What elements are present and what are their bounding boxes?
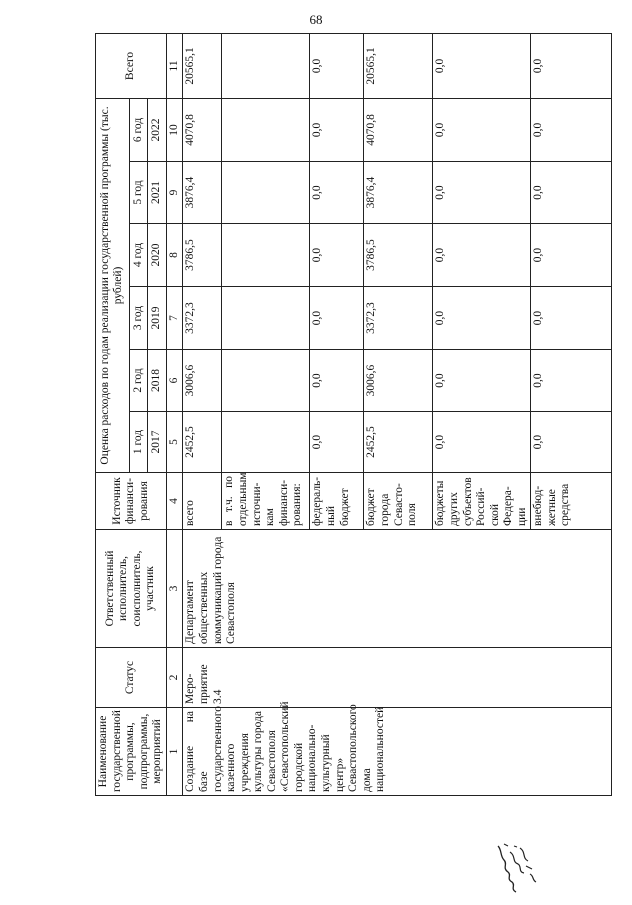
value-cell: 3786,5 [364,224,433,287]
header-year-label: 4 год [129,224,148,287]
value-cell: 0,0 [531,33,612,98]
value-cell [222,162,310,224]
value-cell: 0,0 [310,224,364,287]
value-cell: 4070,8 [183,98,222,161]
header-status: Статус [96,648,167,708]
value-cell: 0,0 [531,162,612,224]
value-cell: 0,0 [433,287,531,350]
header-total: Всего [96,33,167,98]
value-cell [222,33,310,98]
column-number: 10 [166,98,183,161]
value-cell: 0,0 [310,98,364,161]
header-year: 2017 [148,412,167,473]
column-number: 8 [166,224,183,287]
value-cell: 0,0 [310,412,364,473]
value-cell: 0,0 [531,412,612,473]
value-cell: 3006,6 [183,350,222,412]
header-name: Наименование государственной программы, подпрограммы, мероприятий [96,708,167,796]
header-year: 2020 [148,224,167,287]
value-cell: 4070,8 [364,98,433,161]
value-cell: 0,0 [531,224,612,287]
value-cell: 3372,3 [183,287,222,350]
value-cell: 0,0 [433,162,531,224]
value-cell: 0,0 [310,33,364,98]
event-executor: Департамент общественных коммуникаций города Севастополя [183,530,612,648]
value-cell: 0,0 [433,350,531,412]
source-label: в т.ч. по отдельным источни-кам финанси-рования: [222,473,310,530]
value-cell [222,412,310,473]
value-cell: 0,0 [433,33,531,98]
value-cell [222,224,310,287]
value-cell: 3876,4 [364,162,433,224]
column-number: 5 [166,412,183,473]
column-number: 7 [166,287,183,350]
column-number: 1 [166,708,183,796]
header-year-label: 1 год [129,412,148,473]
column-number-row [166,33,183,795]
event-status: Меро-приятие 3.4 [183,648,612,708]
value-cell: 0,0 [433,412,531,473]
budget-table [95,33,612,796]
value-cell: 3372,3 [364,287,433,350]
value-cell: 2452,5 [183,412,222,473]
header-estimate: Оценка расходов по годам реализации государственной программы (тыс. рублей) [96,98,130,472]
column-number: 4 [166,473,183,530]
handwritten-signature [490,842,550,897]
header-year-label: 5 год [129,162,148,224]
header-year-label: 3 год [129,287,148,350]
value-cell: 3006,6 [364,350,433,412]
value-cell: 20565,1 [183,33,222,98]
column-number: 6 [166,350,183,412]
table-row [183,33,222,795]
value-cell [222,287,310,350]
source-label: бюджет города Севасто-поля [364,473,433,530]
value-cell: 0,0 [310,287,364,350]
value-cell: 0,0 [310,350,364,412]
header-year: 2018 [148,350,167,412]
value-cell: 2452,5 [364,412,433,473]
value-cell: 20565,1 [364,33,433,98]
column-number: 3 [166,530,183,648]
value-cell: 0,0 [433,224,531,287]
header-year: 2022 [148,98,167,161]
header-source: Источник финанси-рования [96,473,167,530]
column-number: 9 [166,162,183,224]
value-cell: 0,0 [531,287,612,350]
value-cell: 0,0 [531,98,612,161]
header-year-label: 6 год [129,98,148,161]
page-number: 68 [309,12,323,27]
header-year: 2021 [148,162,167,224]
source-label: федераль-ный бюджет [310,473,364,530]
value-cell [222,98,310,161]
value-cell: 0,0 [531,350,612,412]
value-cell: 0,0 [433,98,531,161]
source-label: бюджеты других субъектов Россий-ской Федера-ции [433,473,531,530]
value-cell: 3876,4 [183,162,222,224]
rotated-table-container [95,34,570,796]
column-number: 2 [166,648,183,708]
header-year: 2019 [148,287,167,350]
header-executor: Ответственный исполнитель, соисполнитель, участник [96,530,167,648]
value-cell: 0,0 [310,162,364,224]
value-cell [222,350,310,412]
source-label: всего [183,473,222,530]
value-cell: 3786,5 [183,224,222,287]
column-number: 11 [166,33,183,98]
source-label: внебюд-жетные средства [531,473,612,530]
header-year-label: 2 год [129,350,148,412]
event-name: Создание на базе государственного казенного учреждения культуры города Севастополя «Севастопольский городской национально-культурный центр» Севастопольского дома национальностей [183,708,612,796]
